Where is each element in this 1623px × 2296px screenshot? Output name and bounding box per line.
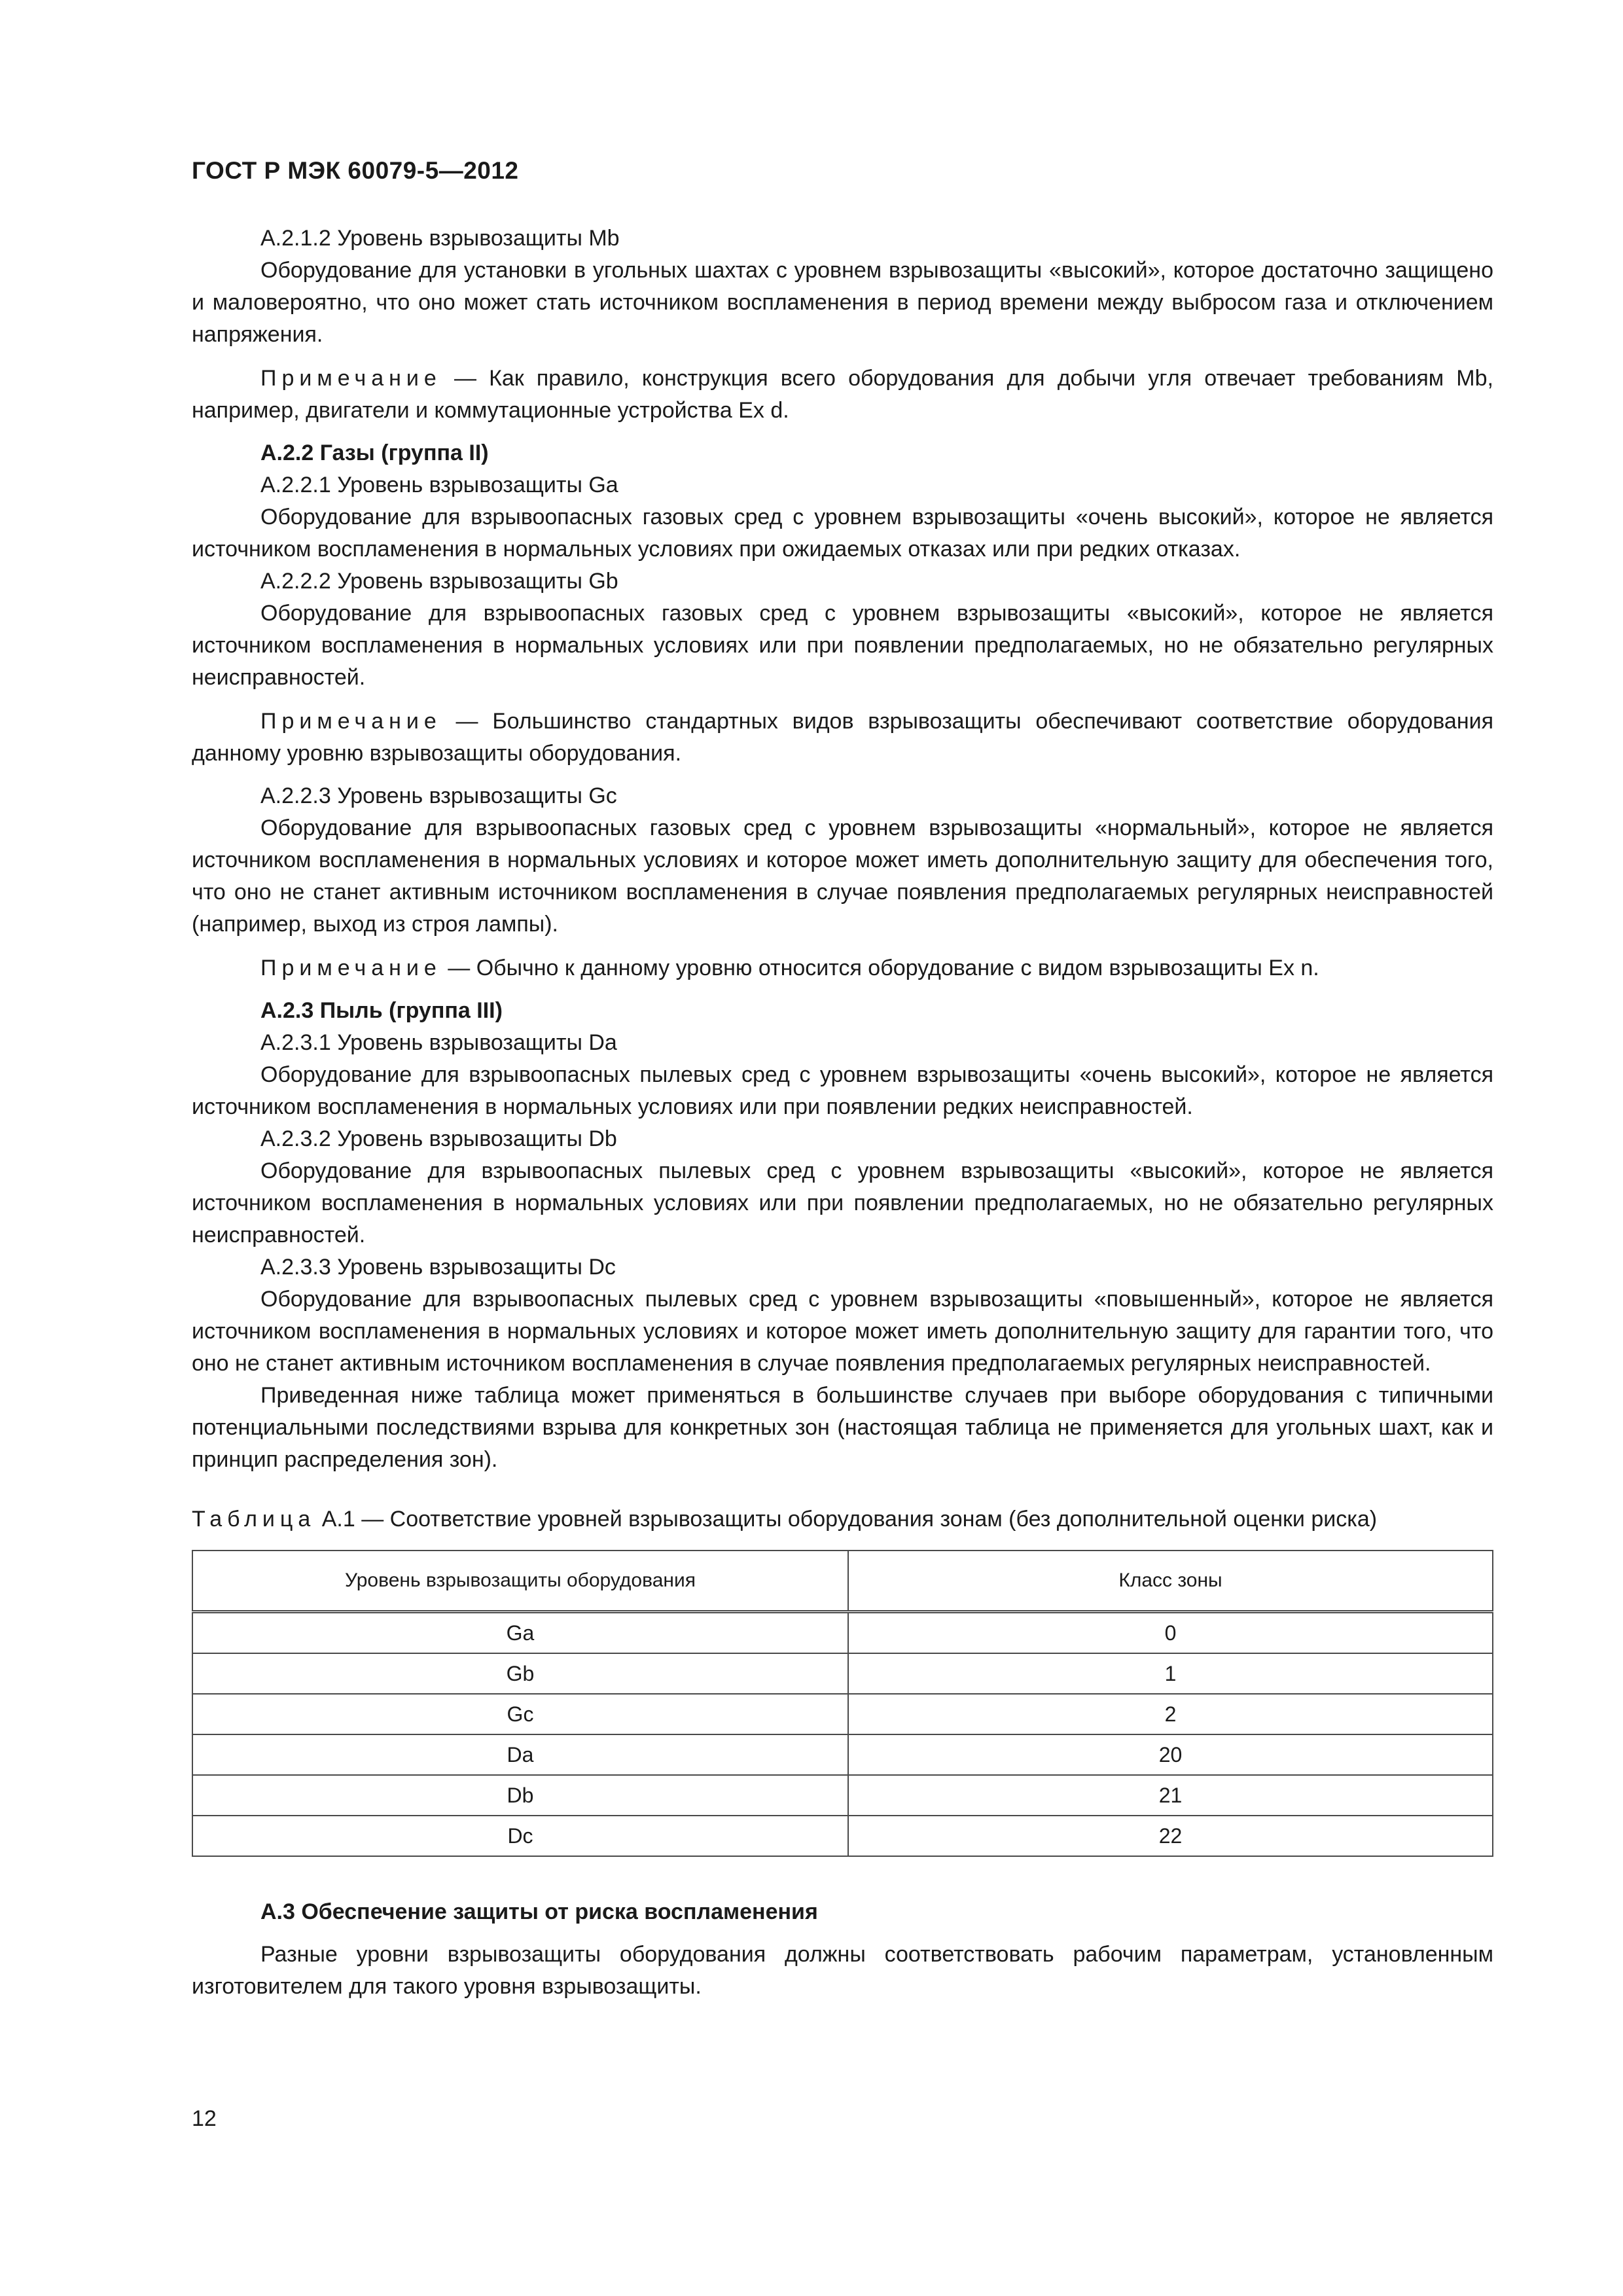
section-title: А.2.2.2 Уровень взрывозащиты Gb (260, 569, 618, 594)
section-title: А.2.3.2 Уровень взрывозащиты Db (260, 1126, 617, 1151)
document-header: ГОСТ Р МЭК 60079-5—2012 (192, 157, 519, 184)
paragraph: Оборудование для взрывоопасных газовых сред с уровнем взрывозащиты «нормальный», которое не является источником воспламенения в нормальных условиях и которое может иметь дополнительную защиту для обеспечения того, что оно не станет активным источником воспламенения в случае появления предполагаемых регулярных неисправностей (например, выход из строя лампы). (192, 816, 1493, 937)
table-cell: Gb (192, 1653, 848, 1694)
note-text: — Большинство стандартных видов взрывозащиты обеспечивают соответствие оборудования данному уровню взрывозащиты оборудования. (192, 709, 1493, 766)
paragraph: Оборудование для взрывоопасных пылевых сред с уровнем взрывозащиты «повышенный», которое не является источником воспламенения в нормальных условиях и которое может иметь дополнительную защиту для гарантии того, что оно не станет активным источником воспламенения в случае появления предполагаемых регулярных неисправностей. (192, 1287, 1493, 1376)
table-cell: 21 (848, 1775, 1493, 1816)
paragraph: Оборудование для взрывоопасных пылевых сред с уровнем взрывозащиты «очень высокий», которое не является источником воспламенения в нормальных условиях или при появлении редких неисправностей. (192, 1062, 1493, 1119)
table-header-cell: Класс зоны (848, 1551, 1493, 1612)
table-cell: Gc (192, 1694, 848, 1734)
table-cell: Da (192, 1734, 848, 1775)
table-cell: Db (192, 1775, 848, 1816)
table-row (192, 1653, 1493, 1694)
table-row (192, 1612, 1493, 1654)
table-caption (192, 1503, 1493, 1535)
paragraph: Оборудование для взрывоопасных газовых сред с уровнем взрывозащиты «очень высокий», которое не является источником воспламенения в нормальных условиях при ожидаемых отказах или при редких отказах. (192, 505, 1493, 562)
note-label: Примечание (260, 366, 442, 391)
note-label: Примечание (260, 956, 442, 980)
table-cell: 0 (848, 1612, 1493, 1654)
note-label: Примечание (260, 709, 442, 734)
table-cell: Dc (192, 1816, 848, 1856)
document-body (192, 223, 1493, 2003)
paragraph: Оборудование для взрывоопасных пылевых сред с уровнем взрывозащиты «высокий», которое не является источником воспламенения в нормальных условиях или при появлении предполагаемых, но не обязательно регулярных неисправностей. (192, 1158, 1493, 1247)
table-cell: 1 (848, 1653, 1493, 1694)
zone-table (192, 1550, 1493, 1857)
section-title: А.2.2.1 Уровень взрывозащиты Ga (260, 473, 618, 497)
table-row (192, 1816, 1493, 1856)
table-header-cell: Уровень взрывозащиты оборудования (192, 1551, 848, 1612)
section-heading: А.2.3 Пыль (группа III) (260, 998, 503, 1023)
note (192, 363, 1493, 427)
table-cell: 22 (848, 1816, 1493, 1856)
table-cell: 2 (848, 1694, 1493, 1734)
section-title: А.2.1.2 Уровень взрывозащиты Mb (260, 226, 620, 251)
section-heading: А.3 Обеспечение защиты от риска воспламенения (260, 1899, 818, 1924)
section-title: А.2.3.1 Уровень взрывозащиты Da (260, 1030, 617, 1055)
table-cell: 20 (848, 1734, 1493, 1775)
table-caption-label: Таблица (192, 1507, 316, 1532)
table-header-row (192, 1551, 1493, 1612)
note (192, 706, 1493, 770)
note (192, 952, 1493, 984)
section-title: А.2.3.3 Уровень взрывозащиты Dc (260, 1255, 616, 1280)
table-cell: Ga (192, 1612, 848, 1654)
section-title: А.2.2.3 Уровень взрывозащиты Gc (260, 783, 617, 808)
paragraph: Оборудование для взрывоопасных газовых сред с уровнем взрывозащиты «высокий», которое не является источником воспламенения в нормальных условиях или при появлении предполагаемых, но не обязательно регулярных неисправностей. (192, 601, 1493, 690)
note-text: — Обычно к данному уровню относится оборудование с видом взрывозащиты Ex n. (441, 956, 1319, 980)
page-number: 12 (192, 2106, 217, 2131)
table-row (192, 1775, 1493, 1816)
note-text: — Как правило, конструкция всего оборудования для добычи угля отвечает требованиям Mb, например, двигатели и коммутационные устройства Ex d. (192, 366, 1493, 423)
paragraph: Оборудование для установки в угольных шахтах с уровнем взрывозащиты «высокий», которое достаточно защищено и маловероятно, что оно может стать источником воспламенения в период времени между выбросом газа и отключением напряжения. (192, 258, 1493, 347)
table-caption-text: А.1 — Соответствие уровней взрывозащиты оборудования зонам (без дополнительной оценки риска) (315, 1507, 1378, 1532)
paragraph: Приведенная ниже таблица может применяться в большинстве случаев при выборе оборудования с типичными потенциальными последствиями взрыва для конкретных зон (настоящая таблица не применяется для угольных шахт, как и принцип распределения зон). (192, 1383, 1493, 1472)
table-row (192, 1734, 1493, 1775)
table-row (192, 1694, 1493, 1734)
paragraph: Разные уровни взрывозащиты оборудования должны соответствовать рабочим параметрам, установленным изготовителем для такого уровня взрывозащиты. (192, 1942, 1493, 1999)
section-heading: А.2.2 Газы (группа II) (260, 440, 489, 465)
